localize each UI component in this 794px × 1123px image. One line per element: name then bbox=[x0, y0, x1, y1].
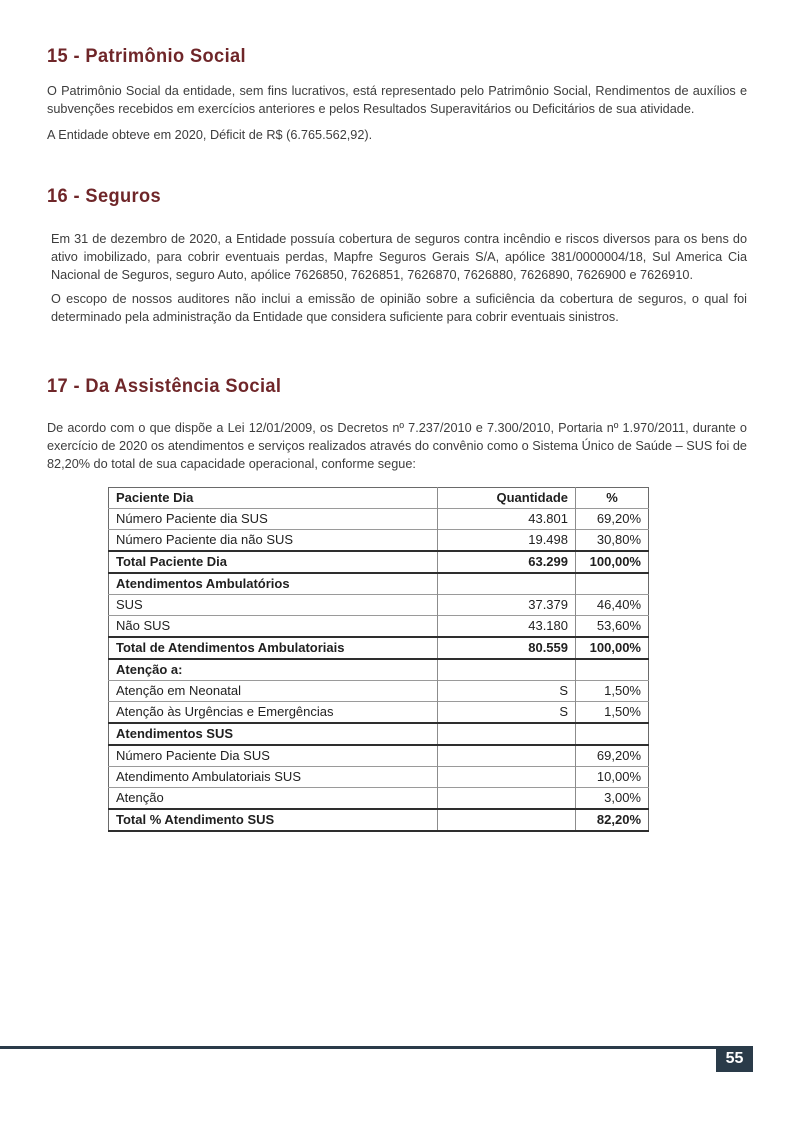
table-label-cell: Atendimentos SUS bbox=[109, 723, 438, 745]
section-15-heading: 15 - Patrimônio Social bbox=[47, 46, 247, 67]
table-row bbox=[109, 573, 649, 595]
table-row bbox=[109, 637, 649, 659]
table-label-cell: SUS bbox=[109, 595, 438, 616]
table-header-percent: % bbox=[576, 488, 649, 509]
section-17-heading: 17 - Da Assistência Social bbox=[47, 375, 282, 397]
table-label-cell: Atenção às Urgências e Emergências bbox=[109, 702, 438, 724]
section-16-paragraph-2: O escopo de nossos auditores não inclui a emissão de opinião sobre a suficiência da cobertura de seguros, o qual foi determinado pela administração da Entidade que considera suficiente para cobrir eventuais sinistros. bbox=[51, 292, 747, 325]
table-qty-cell bbox=[438, 573, 576, 595]
table-pct-cell: 100,00% bbox=[576, 551, 649, 573]
table-pct-cell: 69,20% bbox=[576, 745, 649, 767]
table-label-cell: Atendimento Ambulatoriais SUS bbox=[109, 767, 438, 788]
table-qty-cell bbox=[438, 809, 576, 831]
table-header-quantidade: Quantidade bbox=[438, 488, 576, 509]
table-pct-cell: 10,00% bbox=[576, 767, 649, 788]
table-row bbox=[109, 745, 649, 767]
table-qty-cell bbox=[438, 745, 576, 767]
table-pct-cell bbox=[576, 723, 649, 745]
table-row bbox=[109, 702, 649, 724]
table-row bbox=[109, 809, 649, 831]
table-label-cell: Total de Atendimentos Ambulatoriais bbox=[109, 637, 438, 659]
table-qty-cell: S bbox=[438, 681, 576, 702]
section-16-heading: 16 - Seguros bbox=[47, 185, 162, 207]
table-qty-cell: 80.559 bbox=[438, 637, 576, 659]
page-number: 55 bbox=[725, 1050, 744, 1067]
table-label-cell: Atenção em Neonatal bbox=[109, 681, 438, 702]
table-pct-cell bbox=[576, 573, 649, 595]
table-row bbox=[109, 659, 649, 681]
table-pct-cell: 53,60% bbox=[576, 616, 649, 638]
table-label-cell: Atenção a: bbox=[109, 659, 438, 681]
table-pct-cell: 69,20% bbox=[576, 509, 649, 530]
assistencia-social-table bbox=[108, 487, 649, 832]
table-label-cell: Total % Atendimento SUS bbox=[109, 809, 438, 831]
table-header-paciente-dia: Paciente Dia bbox=[116, 490, 194, 506]
table-pct-cell bbox=[576, 659, 649, 681]
table-label-cell: Número Paciente Dia SUS bbox=[109, 745, 438, 767]
table-qty-cell bbox=[438, 659, 576, 681]
table-row bbox=[109, 681, 649, 702]
table-qty-cell bbox=[438, 788, 576, 810]
page-number-badge bbox=[716, 1046, 753, 1072]
section-17-paragraph-1: De acordo com o que dispõe a Lei 12/01/2009, os Decretos nº 7.237/2010 e 7.300/2010, Portaria nº 1.970/2011, durante o exercício de 2020 os atendimentos e serviços realizados através do convênio como o Sistema Único de Saúde – SUS foi de 82,20% do total de sua capacidade operacional, conforme segue: bbox=[47, 420, 747, 472]
table-qty-cell: 37.379 bbox=[438, 595, 576, 616]
table-row bbox=[109, 616, 649, 638]
table-pct-cell: 46,40% bbox=[576, 595, 649, 616]
section-16-paragraph-1: Em 31 de dezembro de 2020, a Entidade possuía cobertura de seguros contra incêndio e riscos diversos para os bens do ativo imobilizado, para cobrir eventuais perdas, Mapfre Seguros Gerais S/A, apólice 381/0000004/18, Sul America Cia Nacional de Seguros, seguro Auto, apólice 7626850, 7626851, 7626870, 7626880, 7626890, 7626900 e 7626910. bbox=[51, 231, 747, 283]
table-pct-cell: 1,50% bbox=[576, 702, 649, 724]
table-pct-cell: 30,80% bbox=[576, 530, 649, 552]
table-body bbox=[109, 509, 649, 832]
table-label-cell: Número Paciente dia não SUS bbox=[109, 530, 438, 552]
table-pct-cell: 82,20% bbox=[576, 809, 649, 831]
table-pct-cell: 1,50% bbox=[576, 681, 649, 702]
table-row bbox=[109, 767, 649, 788]
table-qty-cell: S bbox=[438, 702, 576, 724]
table-pct-cell: 3,00% bbox=[576, 788, 649, 810]
table-qty-cell: 43.801 bbox=[438, 509, 576, 530]
table-pct-cell: 100,00% bbox=[576, 637, 649, 659]
table-row bbox=[109, 551, 649, 573]
table-qty-cell bbox=[438, 767, 576, 788]
table-row bbox=[109, 788, 649, 810]
section-15-paragraph-2: A Entidade obteve em 2020, Déficit de R$ (6.765.562,92). bbox=[47, 128, 373, 143]
table-header-row bbox=[109, 488, 649, 509]
table-label-cell: Atendimentos Ambulatórios bbox=[109, 573, 438, 595]
table-row bbox=[109, 723, 649, 745]
table-row bbox=[109, 509, 649, 530]
table-qty-cell bbox=[438, 723, 576, 745]
table-qty-cell: 19.498 bbox=[438, 530, 576, 552]
table-row bbox=[109, 595, 649, 616]
table-row bbox=[109, 530, 649, 552]
section-15-paragraph-1: O Patrimônio Social da entidade, sem fins lucrativos, está representado pelo Patrimônio Social, Rendimentos de auxílios e subvenções recebidos em exercícios anteriores e pelos Resultados Superavitários ou Deficitários de sua atividade. bbox=[47, 84, 747, 117]
footer-rule bbox=[0, 1046, 753, 1049]
table-label-cell: Não SUS bbox=[109, 616, 438, 638]
table-qty-cell: 63.299 bbox=[438, 551, 576, 573]
table-label-cell: Número Paciente dia SUS bbox=[109, 509, 438, 530]
table-label-cell: Atenção bbox=[109, 788, 438, 810]
table-qty-cell: 43.180 bbox=[438, 616, 576, 638]
table-label-cell: Total Paciente Dia bbox=[109, 551, 438, 573]
